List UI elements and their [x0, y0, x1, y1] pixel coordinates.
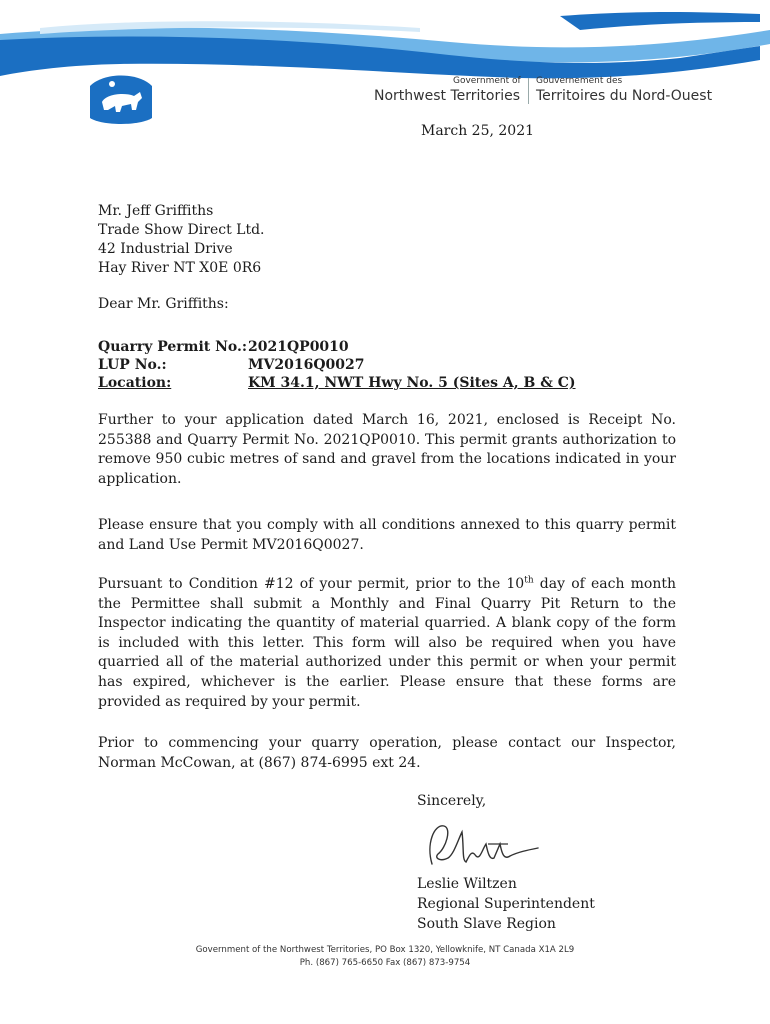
letterhead-divider: [528, 78, 529, 104]
lup-number: MV2016Q0027: [248, 357, 365, 373]
closing: Sincerely,: [417, 793, 487, 809]
footer-address: Government of the Northwest Territories, PO Box 1320, Yellowknife, NT Canada X1A 2L9: [195, 945, 575, 955]
quarry-permit-number: 2021QP0010: [248, 339, 349, 355]
footer-phone: Ph. (867) 765-6650 Fax (867) 873-9754: [299, 958, 471, 968]
recipient-name: Mr. Jeff Griffiths: [98, 203, 214, 219]
letter-date: March 25, 2021: [421, 123, 535, 139]
signature-image: [418, 814, 546, 874]
body-paragraph-4: Prior to commencing your quarry operation, please contact our Inspector, Norman McCowan, at (867) 874-6995 ext 24.: [98, 735, 676, 771]
body-paragraph-3: [98, 575, 676, 712]
body-paragraph-2: Please ensure that you comply with all conditions annexed to this quarry permit and Land Use Permit MV2016Q0027.: [98, 517, 676, 553]
gouv-des-label: Gouvernement des: [536, 76, 623, 86]
signer-region: South Slave Region: [417, 916, 556, 932]
nwt-name: Northwest Territories: [374, 88, 521, 104]
recipient-city: Hay River NT X0E 0R6: [98, 260, 262, 276]
p3-rest: day of each month the Permittee shall submit a Monthly and Final Quarry Pit Return to the Inspector indicating the quantity of material quarried. A blank copy of the form is included with this letter. This form will also be required when you have quarried all of the material authorized under this permit or when your permit has expired, whichever is the earlier. Please ensure that these forms are provided as required by your permit.: [98, 576, 676, 710]
p3-superscript: th: [524, 575, 534, 586]
recipient-street: 42 Industrial Drive: [98, 241, 233, 257]
p3-start: Pursuant to Condition #12 of your permit, prior to the 10: [98, 576, 525, 592]
location-value: KM 34.1, NWT Hwy No. 5 (Sites A, B & C): [248, 375, 576, 391]
gov-of-label: Government of: [453, 76, 521, 86]
recipient-company: Trade Show Direct Ltd.: [98, 222, 265, 238]
quarry-permit-label: Quarry Permit No.:: [98, 339, 248, 355]
signer-name: Leslie Wiltzen: [417, 876, 517, 892]
polar-bear-icon: [84, 68, 158, 128]
lup-label: LUP No.:: [98, 357, 167, 373]
recipient-address: [98, 202, 264, 278]
tno-name: Territoires du Nord-Ouest: [536, 88, 713, 104]
signer-block: [417, 874, 595, 934]
body-paragraph-1: Further to your application dated March 16, 2021, enclosed is Receipt No. 255388 and Quarry Permit No. 2021QP0010. This permit grants authorization to remove 950 cubic metres of sand and gravel from the locations indicated in your application.: [98, 412, 676, 487]
signer-title: Regional Superintendent: [417, 896, 595, 912]
location-label: Location:: [98, 375, 172, 391]
salutation: Dear Mr. Griffiths:: [98, 296, 229, 312]
